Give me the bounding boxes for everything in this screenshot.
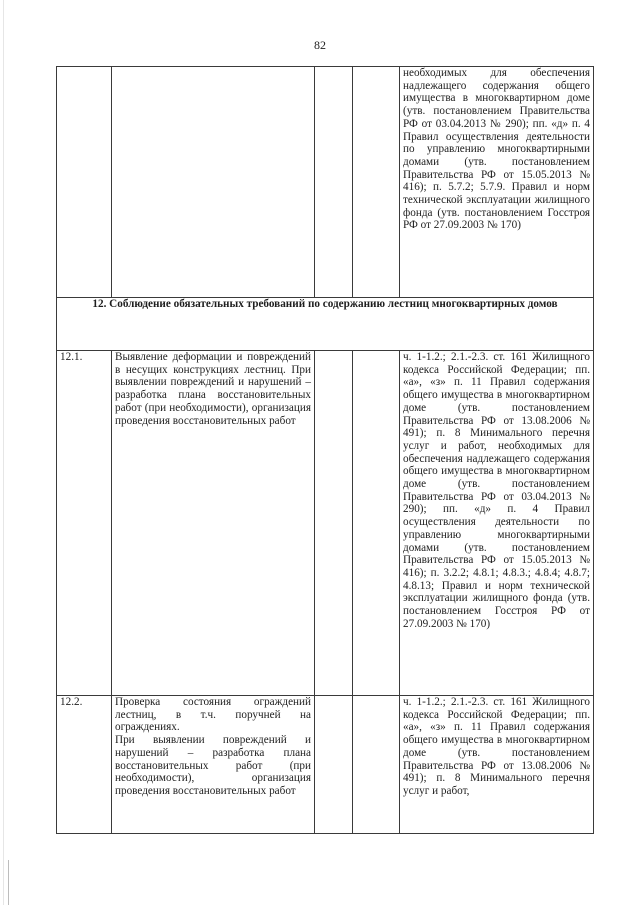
row-number-cell: 12.2. xyxy=(57,696,112,834)
row-number-cell xyxy=(57,67,112,298)
requirements-table xyxy=(56,66,594,834)
legal-reference-cell: необходимых для обеспечения надлежащего содержания общего имущества в многоквартирном доме (утв. постановлением Правительства РФ от 03.04.2013 № 290); пп. «д» п. 4 Правил осуществления деятельности по управлению многоквартирными домами (утв. постановлением Правительства РФ от 15.05.2013 № 416); п. 5.7.2; 5.7.9. Правил и норм технической эксплуатации жилищного фонда (утв. постановлением Госстроя РФ от 27.09.2003 № 170) xyxy=(400,67,594,298)
page-number: 82 xyxy=(314,38,326,52)
table-row xyxy=(57,67,594,298)
work-description-line: Проверка состояния ограждений лестниц, в т.ч. поручней на ограждениях. xyxy=(115,696,311,734)
empty-cell xyxy=(353,696,400,834)
work-description-cell xyxy=(112,67,315,298)
empty-cell xyxy=(315,351,353,696)
table-row xyxy=(57,351,594,696)
scan-bottom-mark xyxy=(8,860,9,905)
work-description-cell xyxy=(112,696,315,834)
section-header-row xyxy=(57,298,594,351)
empty-cell xyxy=(353,67,400,298)
empty-cell xyxy=(315,696,353,834)
table-row xyxy=(57,696,594,834)
work-description-line: При выявлении повреждений и нарушений – разработка плана восстановительных работ (при необходимости), организация проведения восстановительных работ xyxy=(115,734,311,797)
row-number-cell: 12.1. xyxy=(57,351,112,696)
empty-cell xyxy=(353,351,400,696)
section-header: 12. Соблюдение обязательных требований по содержанию лестниц многоквартирных домов xyxy=(57,298,594,351)
work-description-cell: Выявление деформации и повреждений в несущих конструкциях лестниц. При выявлении повреждений и нарушений – разработка плана восстановительных работ (при необходимости), организация проведения восстановительных работ xyxy=(112,351,315,696)
scan-left-edge xyxy=(3,0,4,905)
legal-reference-cell: ч. 1-1.2.; 2.1.-2.3. ст. 161 Жилищного кодекса Российской Федерации; пп. «а», «з» п. 11 Правил содержания общего имущества в многоквартирном доме (утв. постановлением Правительства РФ от 13.08.2006 № 491); п. 8 Минимального перечня услуг и работ, необходимых для обеспечения надлежащего содержания общего имущества в многоквартирном доме (утв. постановлением Правительства РФ от 03.04.2013 № 290); пп. «д» п. 4 Правил осуществления деятельности по управлению многоквартирными домами (утв. постановлением Правительства РФ от 15.05.2013 № 416); п. 3.2.2; 4.8.1; 4.8.3.; 4.8.4; 4.8.7; 4.8.13; Правил и норм технической эксплуатации жилищного фонда (утв. постановлением Госстроя РФ от 27.09.2003 № 170) xyxy=(400,351,594,696)
empty-cell xyxy=(315,67,353,298)
legal-reference-cell: ч. 1-1.2.; 2.1.-2.3. ст. 161 Жилищного кодекса Российской Федерации; пп. «а», «з» п. 11 Правил содержания общего имущества в многоквартирном доме (утв. постановлением Правительства РФ от 13.08.2006 № 491); п. 8 Минимального перечня услуг и работ, xyxy=(400,696,594,834)
